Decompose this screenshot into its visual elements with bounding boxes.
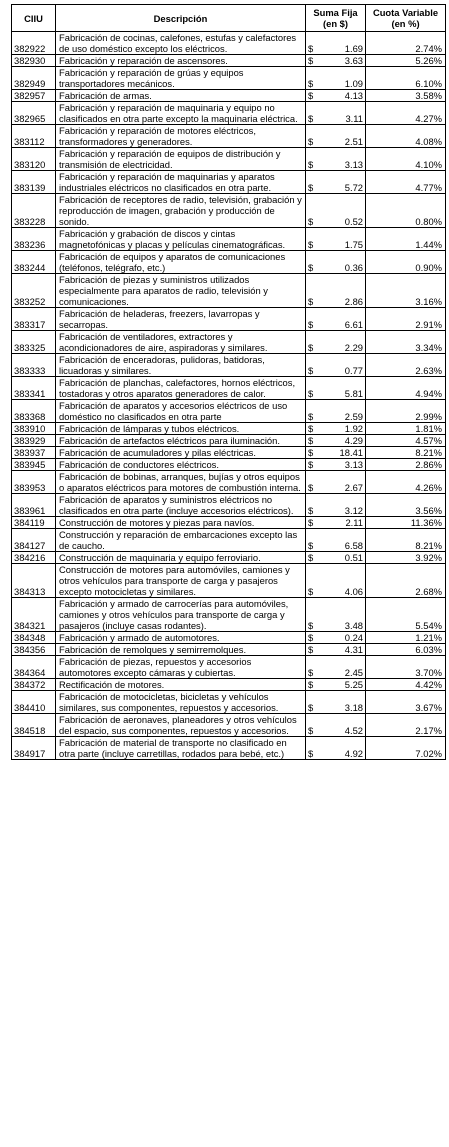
description-cell: Fabricación de aeronaves, planeadores y otros vehículos del espacio, sus componentes, repuestos y accesorios. bbox=[56, 714, 306, 737]
currency-sign-cell: $ bbox=[306, 435, 318, 447]
currency-sign-cell: $ bbox=[306, 423, 318, 435]
variable-quota-cell: 11.36% bbox=[366, 517, 446, 529]
ciiu-code-cell: 382922 bbox=[12, 32, 56, 55]
description-cell: Construcción y reparación de embarcaciones excepto las de caucho. bbox=[56, 529, 306, 552]
ciiu-code-cell: 383112 bbox=[12, 125, 56, 148]
variable-quota-cell: 2.86% bbox=[366, 459, 446, 471]
fixed-amount-cell: 0.36 bbox=[318, 251, 366, 274]
variable-quota-cell: 4.10% bbox=[366, 148, 446, 171]
description-cell: Fabricación y reparación de equipos de distribución y transmisión de electricidad. bbox=[56, 148, 306, 171]
currency-sign-cell: $ bbox=[306, 714, 318, 737]
table-row bbox=[12, 459, 446, 471]
fixed-amount-cell: 1.75 bbox=[318, 228, 366, 251]
ciiu-code-cell: 384321 bbox=[12, 598, 56, 632]
table-row bbox=[12, 171, 446, 194]
fixed-amount-cell: 5.25 bbox=[318, 679, 366, 691]
description-cell: Construcción de motores y piezas para navíos. bbox=[56, 517, 306, 529]
currency-sign-cell: $ bbox=[306, 656, 318, 679]
currency-sign-cell: $ bbox=[306, 67, 318, 90]
description-cell: Fabricación y armado de carrocerías para automóviles, camiones y otros vehículos para transporte de carga y pasajeros (incluye casas rodantes). bbox=[56, 598, 306, 632]
description-cell: Fabricación de enceradoras, pulidoras, batidoras, licuadoras y similares. bbox=[56, 354, 306, 377]
ciiu-code-cell: 382957 bbox=[12, 90, 56, 102]
fixed-amount-cell: 4.13 bbox=[318, 90, 366, 102]
description-cell: Fabricación de armas. bbox=[56, 90, 306, 102]
variable-quota-cell: 6.03% bbox=[366, 644, 446, 656]
currency-sign-cell: $ bbox=[306, 679, 318, 691]
description-cell: Fabricación de conductores eléctricos. bbox=[56, 459, 306, 471]
variable-quota-cell: 4.94% bbox=[366, 377, 446, 400]
tariff-table bbox=[11, 4, 446, 760]
table-row bbox=[12, 308, 446, 331]
header-ciiu: CIIU bbox=[12, 5, 56, 32]
fixed-amount-cell: 18.41 bbox=[318, 447, 366, 459]
ciiu-code-cell: 384356 bbox=[12, 644, 56, 656]
variable-quota-cell: 3.92% bbox=[366, 552, 446, 564]
description-cell: Fabricación de bobinas, arranques, bujías y otros equipos o aparatos eléctricos para motores de combustión interna. bbox=[56, 471, 306, 494]
table-row bbox=[12, 632, 446, 644]
variable-quota-cell: 0.80% bbox=[366, 194, 446, 228]
fixed-amount-cell: 3.18 bbox=[318, 691, 366, 714]
variable-quota-cell: 3.58% bbox=[366, 90, 446, 102]
currency-sign-cell: $ bbox=[306, 251, 318, 274]
currency-sign-cell: $ bbox=[306, 55, 318, 67]
description-cell: Fabricación de planchas, calefactores, hornos eléctricos, tostadoras y otros aparatos generadores de calor. bbox=[56, 377, 306, 400]
variable-quota-cell: 2.74% bbox=[366, 32, 446, 55]
currency-sign-cell: $ bbox=[306, 471, 318, 494]
table-row bbox=[12, 228, 446, 251]
description-cell: Fabricación de equipos y aparatos de comunicaciones (teléfonos, telégrafo, etc.) bbox=[56, 251, 306, 274]
fixed-amount-cell: 0.51 bbox=[318, 552, 366, 564]
description-cell: Fabricación de remolques y semirremolques. bbox=[56, 644, 306, 656]
ciiu-code-cell: 384127 bbox=[12, 529, 56, 552]
ciiu-code-cell: 383139 bbox=[12, 171, 56, 194]
table-row bbox=[12, 102, 446, 125]
variable-quota-cell: 2.17% bbox=[366, 714, 446, 737]
ciiu-code-cell: 384119 bbox=[12, 517, 56, 529]
currency-sign-cell: $ bbox=[306, 102, 318, 125]
table-row bbox=[12, 354, 446, 377]
fixed-amount-cell: 3.13 bbox=[318, 148, 366, 171]
description-cell: Fabricación y reparación de maquinarias y aparatos industriales eléctricos no clasificados en otra parte. bbox=[56, 171, 306, 194]
variable-quota-cell: 1.44% bbox=[366, 228, 446, 251]
ciiu-code-cell: 384216 bbox=[12, 552, 56, 564]
header-variable-line2: (en %) bbox=[391, 18, 420, 29]
description-cell: Fabricación de acumuladores y pilas eléctricas. bbox=[56, 447, 306, 459]
ciiu-code-cell: 383333 bbox=[12, 354, 56, 377]
currency-sign-cell: $ bbox=[306, 737, 318, 760]
ciiu-code-cell: 383120 bbox=[12, 148, 56, 171]
variable-quota-cell: 4.08% bbox=[366, 125, 446, 148]
table-row bbox=[12, 331, 446, 354]
variable-quota-cell: 3.67% bbox=[366, 691, 446, 714]
currency-sign-cell: $ bbox=[306, 194, 318, 228]
description-cell: Fabricación y reparación de grúas y equipos transportadores mecánicos. bbox=[56, 67, 306, 90]
table-row bbox=[12, 691, 446, 714]
description-cell: Fabricación y reparación de maquinaria y equipo no clasificados en otra parte excepto la maquinaria eléctrica. bbox=[56, 102, 306, 125]
description-cell: Fabricación de aparatos y suministros eléctricos no clasificados en otra parte (incluye accesorios eléctricos). bbox=[56, 494, 306, 517]
variable-quota-cell: 1.81% bbox=[366, 423, 446, 435]
currency-sign-cell: $ bbox=[306, 148, 318, 171]
table-row bbox=[12, 598, 446, 632]
currency-sign-cell: $ bbox=[306, 529, 318, 552]
ciiu-code-cell: 384348 bbox=[12, 632, 56, 644]
ciiu-code-cell: 383368 bbox=[12, 400, 56, 423]
ciiu-code-cell: 383252 bbox=[12, 274, 56, 308]
variable-quota-cell: 4.42% bbox=[366, 679, 446, 691]
table-row bbox=[12, 32, 446, 55]
ciiu-code-cell: 384372 bbox=[12, 679, 56, 691]
fixed-amount-cell: 2.45 bbox=[318, 656, 366, 679]
fixed-amount-cell: 6.61 bbox=[318, 308, 366, 331]
table-row bbox=[12, 552, 446, 564]
currency-sign-cell: $ bbox=[306, 598, 318, 632]
ciiu-code-cell: 384364 bbox=[12, 656, 56, 679]
fixed-amount-cell: 2.11 bbox=[318, 517, 366, 529]
currency-sign-cell: $ bbox=[306, 308, 318, 331]
description-cell: Fabricación de receptores de radio, televisión, grabación y reproducción de imagen, grabación y producción de sonido. bbox=[56, 194, 306, 228]
variable-quota-cell: 2.99% bbox=[366, 400, 446, 423]
fixed-amount-cell: 3.13 bbox=[318, 459, 366, 471]
table-row bbox=[12, 400, 446, 423]
ciiu-code-cell: 383961 bbox=[12, 494, 56, 517]
variable-quota-cell: 4.26% bbox=[366, 471, 446, 494]
ciiu-code-cell: 382965 bbox=[12, 102, 56, 125]
variable-quota-cell: 3.34% bbox=[366, 331, 446, 354]
variable-quota-cell: 8.21% bbox=[366, 447, 446, 459]
variable-quota-cell: 3.70% bbox=[366, 656, 446, 679]
description-cell: Rectificación de motores. bbox=[56, 679, 306, 691]
currency-sign-cell: $ bbox=[306, 125, 318, 148]
description-cell: Fabricación y reparación de motores eléctricos, transformadores y generadores. bbox=[56, 125, 306, 148]
ciiu-code-cell: 384917 bbox=[12, 737, 56, 760]
ciiu-code-cell: 383236 bbox=[12, 228, 56, 251]
ciiu-code-cell: 382930 bbox=[12, 55, 56, 67]
description-cell: Fabricación de motocicletas, bicicletas y vehículos similares, sus componentes, repuestos y accesorios. bbox=[56, 691, 306, 714]
header-description: Descripción bbox=[56, 5, 306, 32]
table-row bbox=[12, 494, 446, 517]
description-cell: Construcción de maquinaria y equipo ferroviario. bbox=[56, 552, 306, 564]
variable-quota-cell: 3.16% bbox=[366, 274, 446, 308]
currency-sign-cell: $ bbox=[306, 459, 318, 471]
table-row bbox=[12, 423, 446, 435]
variable-quota-cell: 2.68% bbox=[366, 564, 446, 598]
ciiu-code-cell: 384313 bbox=[12, 564, 56, 598]
variable-quota-cell: 5.54% bbox=[366, 598, 446, 632]
table-row bbox=[12, 447, 446, 459]
fixed-amount-cell: 2.86 bbox=[318, 274, 366, 308]
fixed-amount-cell: 4.31 bbox=[318, 644, 366, 656]
fixed-amount-cell: 3.48 bbox=[318, 598, 366, 632]
header-variable-quota bbox=[366, 5, 446, 32]
fixed-amount-cell: 0.24 bbox=[318, 632, 366, 644]
currency-sign-cell: $ bbox=[306, 552, 318, 564]
variable-quota-cell: 5.26% bbox=[366, 55, 446, 67]
table-row bbox=[12, 251, 446, 274]
currency-sign-cell: $ bbox=[306, 564, 318, 598]
ciiu-code-cell: 383317 bbox=[12, 308, 56, 331]
table-row bbox=[12, 125, 446, 148]
description-cell: Fabricación y grabación de discos y cintas magnetofónicas y placas y películas cinematográficas. bbox=[56, 228, 306, 251]
table-row bbox=[12, 529, 446, 552]
table-row bbox=[12, 644, 446, 656]
table-row bbox=[12, 656, 446, 679]
table-body bbox=[12, 32, 446, 760]
variable-quota-cell: 4.77% bbox=[366, 171, 446, 194]
currency-sign-cell: $ bbox=[306, 691, 318, 714]
currency-sign-cell: $ bbox=[306, 400, 318, 423]
ciiu-code-cell: 383228 bbox=[12, 194, 56, 228]
currency-sign-cell: $ bbox=[306, 171, 318, 194]
fixed-amount-cell: 4.52 bbox=[318, 714, 366, 737]
description-cell: Fabricación y armado de automotores. bbox=[56, 632, 306, 644]
table-row bbox=[12, 90, 446, 102]
variable-quota-cell: 2.63% bbox=[366, 354, 446, 377]
ciiu-code-cell: 383945 bbox=[12, 459, 56, 471]
fixed-amount-cell: 0.77 bbox=[318, 354, 366, 377]
ciiu-code-cell: 384518 bbox=[12, 714, 56, 737]
fixed-amount-cell: 2.59 bbox=[318, 400, 366, 423]
ciiu-code-cell: 383953 bbox=[12, 471, 56, 494]
fixed-amount-cell: 1.92 bbox=[318, 423, 366, 435]
variable-quota-cell: 2.91% bbox=[366, 308, 446, 331]
ciiu-code-cell: 383910 bbox=[12, 423, 56, 435]
ciiu-code-cell: 383929 bbox=[12, 435, 56, 447]
table-row bbox=[12, 55, 446, 67]
currency-sign-cell: $ bbox=[306, 90, 318, 102]
header-variable-line1: Cuota Variable bbox=[372, 7, 439, 18]
table-row bbox=[12, 564, 446, 598]
fixed-amount-cell: 3.11 bbox=[318, 102, 366, 125]
description-cell: Fabricación de cocinas, calefones, estufas y calefactores de uso doméstico excepto los eléctricos. bbox=[56, 32, 306, 55]
variable-quota-cell: 4.27% bbox=[366, 102, 446, 125]
table-header-row bbox=[12, 5, 446, 32]
currency-sign-cell: $ bbox=[306, 447, 318, 459]
variable-quota-cell: 3.56% bbox=[366, 494, 446, 517]
fixed-amount-cell: 4.06 bbox=[318, 564, 366, 598]
currency-sign-cell: $ bbox=[306, 32, 318, 55]
fixed-amount-cell: 1.69 bbox=[318, 32, 366, 55]
currency-sign-cell: $ bbox=[306, 517, 318, 529]
header-fixed-line2: (en $) bbox=[323, 18, 349, 29]
currency-sign-cell: $ bbox=[306, 354, 318, 377]
table-row bbox=[12, 274, 446, 308]
fixed-amount-cell: 4.29 bbox=[318, 435, 366, 447]
ciiu-code-cell: 383937 bbox=[12, 447, 56, 459]
header-fixed-amount bbox=[306, 5, 366, 32]
currency-sign-cell: $ bbox=[306, 494, 318, 517]
description-cell: Fabricación de heladeras, freezers, lavarropas y secarropas. bbox=[56, 308, 306, 331]
currency-sign-cell: $ bbox=[306, 632, 318, 644]
table-row bbox=[12, 517, 446, 529]
variable-quota-cell: 1.21% bbox=[366, 632, 446, 644]
currency-sign-cell: $ bbox=[306, 644, 318, 656]
fixed-amount-cell: 4.92 bbox=[318, 737, 366, 760]
variable-quota-cell: 8.21% bbox=[366, 529, 446, 552]
description-cell: Construcción de motores para automóviles, camiones y otros vehículos para transporte de carga y pasajeros excepto motocicletas y similares. bbox=[56, 564, 306, 598]
fixed-amount-cell: 5.81 bbox=[318, 377, 366, 400]
currency-sign-cell: $ bbox=[306, 274, 318, 308]
ciiu-code-cell: 384410 bbox=[12, 691, 56, 714]
table-row bbox=[12, 435, 446, 447]
variable-quota-cell: 0.90% bbox=[366, 251, 446, 274]
description-cell: Fabricación de lámparas y tubos eléctricos. bbox=[56, 423, 306, 435]
currency-sign-cell: $ bbox=[306, 331, 318, 354]
fixed-amount-cell: 2.51 bbox=[318, 125, 366, 148]
table-row bbox=[12, 377, 446, 400]
description-cell: Fabricación de ventiladores, extractores y acondicionadores de aire, aspiradoras y similares. bbox=[56, 331, 306, 354]
variable-quota-cell: 4.57% bbox=[366, 435, 446, 447]
fixed-amount-cell: 3.63 bbox=[318, 55, 366, 67]
description-cell: Fabricación de material de transporte no clasificado en otra parte (incluye carretillas, rodados para bebé, etc.) bbox=[56, 737, 306, 760]
description-cell: Fabricación de aparatos y accesorios eléctricos de uso doméstico no clasificados en otra parte bbox=[56, 400, 306, 423]
table-row bbox=[12, 737, 446, 760]
header-fixed-line1: Suma Fija bbox=[313, 7, 358, 18]
description-cell: Fabricación y reparación de ascensores. bbox=[56, 55, 306, 67]
ciiu-code-cell: 382949 bbox=[12, 67, 56, 90]
table-row bbox=[12, 148, 446, 171]
table-row bbox=[12, 67, 446, 90]
variable-quota-cell: 6.10% bbox=[366, 67, 446, 90]
ciiu-code-cell: 383341 bbox=[12, 377, 56, 400]
table-row bbox=[12, 471, 446, 494]
description-cell: Fabricación de artefactos eléctricos para iluminación. bbox=[56, 435, 306, 447]
fixed-amount-cell: 0.52 bbox=[318, 194, 366, 228]
fixed-amount-cell: 2.67 bbox=[318, 471, 366, 494]
table-row bbox=[12, 194, 446, 228]
ciiu-code-cell: 383325 bbox=[12, 331, 56, 354]
currency-sign-cell: $ bbox=[306, 377, 318, 400]
fixed-amount-cell: 3.12 bbox=[318, 494, 366, 517]
ciiu-code-cell: 383244 bbox=[12, 251, 56, 274]
table-row bbox=[12, 714, 446, 737]
description-cell: Fabricación de piezas y suministros utilizados especialmente para aparatos de radio, televisión y comunicaciones. bbox=[56, 274, 306, 308]
variable-quota-cell: 7.02% bbox=[366, 737, 446, 760]
table-row bbox=[12, 679, 446, 691]
description-cell: Fabricación de piezas, repuestos y accesorios automotores excepto cámaras y cubiertas. bbox=[56, 656, 306, 679]
currency-sign-cell: $ bbox=[306, 228, 318, 251]
fixed-amount-cell: 5.72 bbox=[318, 171, 366, 194]
fixed-amount-cell: 2.29 bbox=[318, 331, 366, 354]
fixed-amount-cell: 1.09 bbox=[318, 67, 366, 90]
fixed-amount-cell: 6.58 bbox=[318, 529, 366, 552]
